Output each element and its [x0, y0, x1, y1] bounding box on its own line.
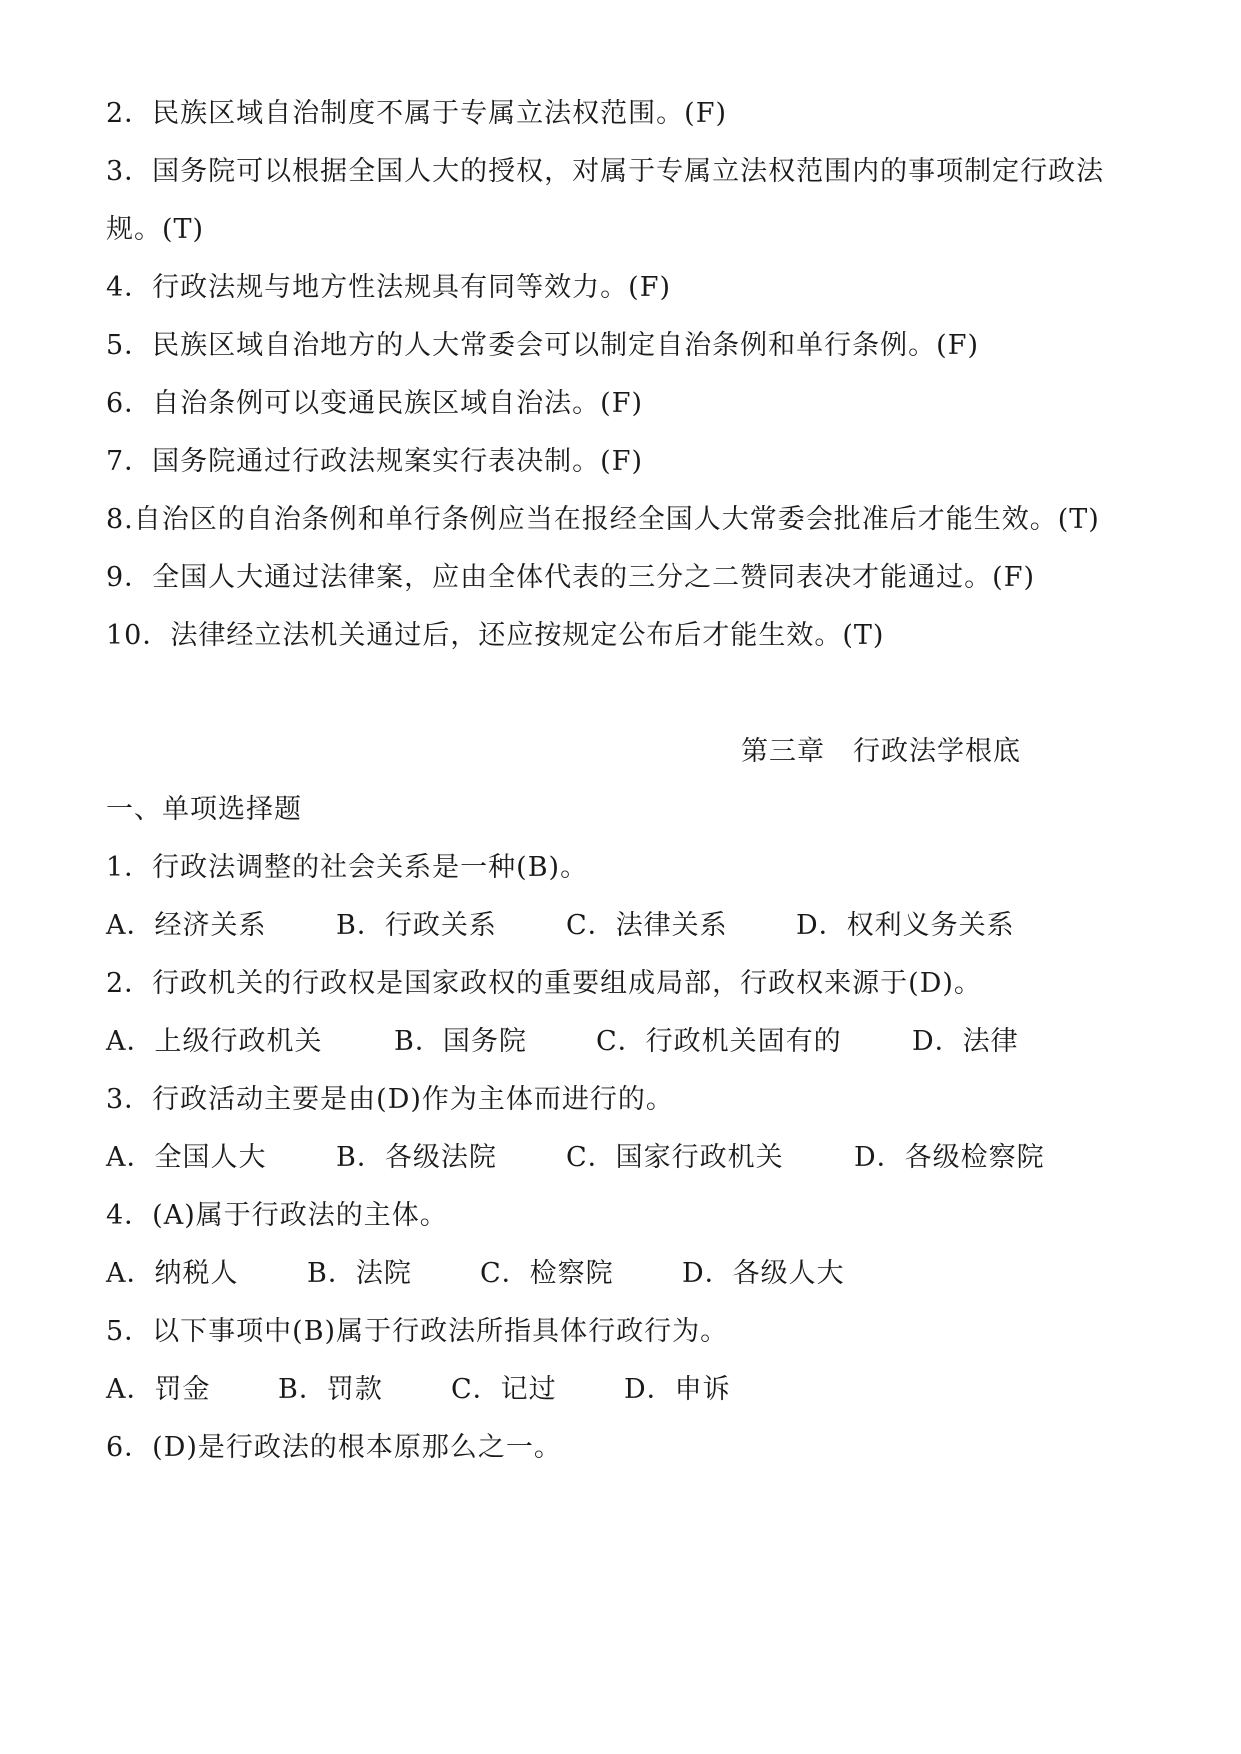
question-stem: 4．(A)属于行政法的主体。 — [106, 1200, 448, 1231]
tf-item: 9．全国人大通过法律案，应由全体代表的三分之二赞同表决才能通过。(F) — [106, 562, 1035, 593]
tf-item: 7．国务院通过行政法规案实行表决制。(F) — [106, 446, 643, 477]
option-a: A．全国人大 — [106, 1142, 267, 1173]
chapter-title: 第三章 行政法学根底 — [741, 736, 1021, 767]
tf-item: 8.自治区的自治条例和单行条例应当在报经全国人大常委会批准后才能生效。(T) — [106, 504, 1100, 535]
option-b: B．罚款 — [278, 1374, 383, 1405]
question-stem: 1．行政法调整的社会关系是一种(B)。 — [106, 852, 589, 883]
section-heading: 一、单项选择题 — [106, 794, 302, 825]
option-a: A．纳税人 — [106, 1258, 239, 1289]
question-stem: 5．以下事项中(B)属于行政法所指具体行政行为。 — [106, 1316, 729, 1347]
tf-item: 5．民族区域自治地方的人大常委会可以制定自治条例和单行条例。(F) — [106, 330, 979, 361]
option-b: B．各级法院 — [336, 1142, 497, 1173]
option-a: A．经济关系 — [106, 910, 267, 941]
option-c: C．国家行政机关 — [566, 1142, 784, 1173]
option-b: B．法院 — [307, 1258, 412, 1289]
tf-item: 4．行政法规与地方性法规具有同等效力。(F) — [106, 272, 671, 303]
option-d: D．各级检察院 — [854, 1142, 1045, 1173]
question-stem: 6．(D)是行政法的根本原那么之一。 — [106, 1432, 562, 1463]
tf-item: 2．民族区域自治制度不属于专属立法权范围。(F) — [106, 98, 727, 129]
question-stem: 3．行政活动主要是由(D)作为主体而进行的。 — [106, 1084, 674, 1115]
option-a: A．上级行政机关 — [106, 1026, 323, 1057]
option-d: D．权利义务关系 — [796, 910, 1015, 941]
option-d: D．各级人大 — [682, 1258, 845, 1289]
tf-item-continuation: 规。(T) — [106, 214, 205, 245]
question-stem: 2．行政机关的行政权是国家政权的重要组成局部，行政权来源于(D)。 — [106, 968, 982, 999]
option-b: B．国务院 — [394, 1026, 527, 1057]
tf-item: 3．国务院可以根据全国人大的授权，对属于专属立法权范围内的事项制定行政法 — [106, 156, 1105, 187]
option-c: C．行政机关固有的 — [596, 1026, 842, 1057]
tf-item: 6．自治条例可以变通民族区域自治法。(F) — [106, 388, 643, 419]
option-c: C．法律关系 — [566, 910, 728, 941]
option-a: A．罚金 — [106, 1374, 211, 1405]
option-d: D．申诉 — [624, 1374, 731, 1405]
option-b: B．行政关系 — [336, 910, 497, 941]
option-c: C．检察院 — [480, 1258, 614, 1289]
tf-item: 10．法律经立法机关通过后，还应按规定公布后才能生效。(T) — [106, 620, 885, 651]
option-c: C．记过 — [451, 1374, 557, 1405]
option-d: D．法律 — [912, 1026, 1019, 1057]
